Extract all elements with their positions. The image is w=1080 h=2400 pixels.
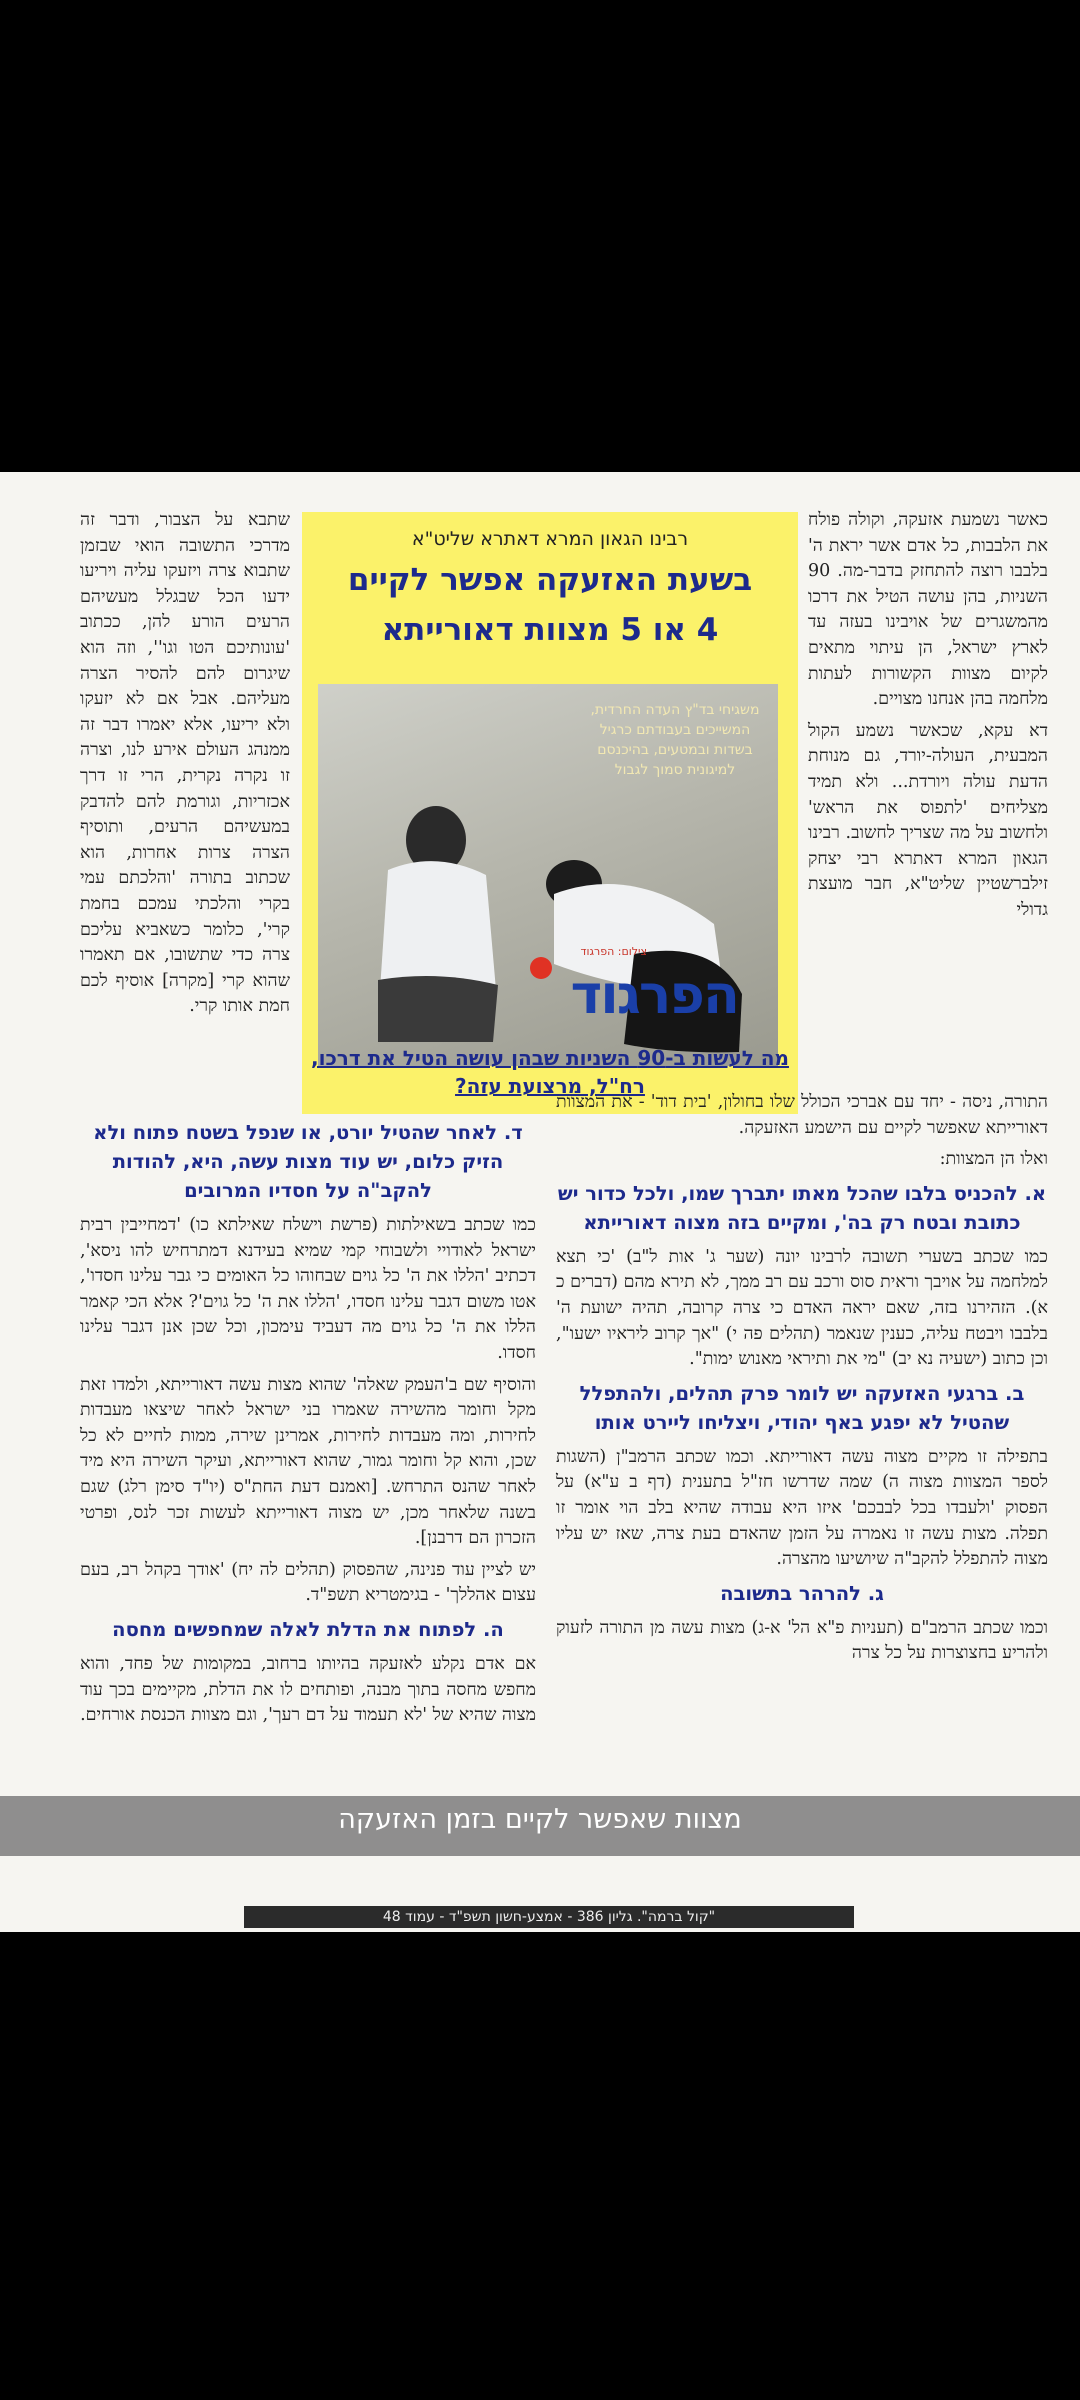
- left-column: [80, 508, 290, 1026]
- lower-right-column: [556, 1090, 1048, 1673]
- photo-caption: מה לעשות ב-90 השניות שבהן עושה הטיל את דרכו, רח"ל, מרצועת עזה?: [311, 1046, 789, 1098]
- paragraph: שתבא על הצבור, ודבר זה מדרכי התשובה הואי שבזמן שתבוא צרה ויזעקו עליה ויריעו ידעו הכל שבגלל מעשיהם הרעים הורע להן, ככתוב 'עונותיכם הטו וגו'', וזה הוא שיגרום להם להסיר הצרה מעליהם. אבל אם לא יזעקו ולא יריעו, אלא יאמרו דבר זה ממנהג העולם אירע לנו, וצרה זו נקרה נקרית, הרי זו דרך אכזריות, וגורמת להם להדבק במעשיהם הרעים, ותוסיף הצרה צרות אחרות, הוא שכתוב בתורה 'והלכתם עמי בקרי והלכתי עמכם בחמת קרי', כלומר כשאביא עליכם צרה כדי שתשובו, אם תאמרו שהוא קרי [מקרה] אוסיף לכם חמת אותו קרי.: [80, 510, 290, 1017]
- overlay-caption-text: מצוות שאפשר לקיים בזמן האזעקה: [338, 1804, 742, 1835]
- section-heading-c: ג. להרהר בתשובה: [720, 1581, 884, 1605]
- headline-line1: בשעת האזעקה אפשר לקיים: [347, 562, 753, 598]
- headline-line2: 4 או 5 מצוות דאורייתא: [381, 612, 719, 648]
- paragraph: והוסיף שם ב'העמק שאלה' שהוא מצות עשה דאורייתא, ולמדו זאת מקל וחומר מהשירה שאמרו בני ישראל לאחר שיצאו מעבדות לחירות, ומה מעבדות לחירות, אמרינן שירה, ממות לחיים לא כל שכן, והוא קל וחומר גמור, שהוא דאורייתא, ועיקר השירה היא מיד לאחר שהנס התרחש. [ואמנם דעת החת"ס (יו"ד סימן רלג) שגם בשנה שלאחר מכן, יש מצוה דאורייתא לעשות זכר לנס, ופרטי הזכרון הם דרבנן].: [80, 1374, 536, 1549]
- paragraph: אם אדם נקלע לאזעקה בהיותו ברחוב, במקומות של פחד, והוא מחפש מחסה בתוך מבנה, ופותחים לו את הדלת, מקיימים בכך עוד מצוה שהיא של 'לא תעמוד על דם רעך', וגם מצוות הכנסת אורחים.: [80, 1653, 536, 1726]
- page-footer: "קול ברמה". גליון 386 - אמצע-חשון תשפ"ד - עמוד 48: [244, 1906, 854, 1928]
- paragraph: כמו שכתב בשערי תשובה לרבינו יונה (שער ג' אות ל"ב) 'כי תצא למלחמה על אויבך וראית סוס ורכב עם רב ממך, לא תירא מהם (דברים כ א). הזהירנו בזה, שאם יראה האדם כי צרה קרובה, תהיה ישועת ה' בלבבו ויבטח עליה, כענין שנאמר (תהלים פה י) "אך קרוב ליראיו ישעו", וכן כתוב (ישעיה נא יב) "מי את ותיראי מאנוש ימות".: [556, 1246, 1048, 1370]
- section-heading-e: ה. לפתוח את הדלת לאלה שמחפשים מחסה: [112, 1617, 504, 1641]
- paragraph: כמו שכתב בשאילתות (פרשת וישלח שאילתא כו) 'דמחייבין רבית ישראל לאודויי ולשבוחי קמי שמיא בעידנא דמתרחיש להו ניסא', דכתיב 'הללו את ה' כל גוים שבחוהו כל האומים כי גבר עלינו חסדו', אטו משום דגבר עלינו חסדו, 'הללו את ה' כל גוים'? אלא הכי קאמר הללו את ה' כל גוים מה דעביד עימכון, וכל שכן אנן דגבר עלינו חסדו.: [80, 1215, 536, 1363]
- right-column: [808, 508, 1048, 930]
- paragraph: יש לציין עוד פנינה, שהפסוק (תהלים לה יח) 'אודך בקהל רב, בעם עצום אהללך' - בגימטריא תשפ"ד.: [80, 1559, 536, 1606]
- photo-note: משגיחי בד"ץ העדה החרדית, המשייכים בעבודתם כרגיל בשדות ובמטעים, בהיכנסם למיגונית סמוך לגבול: [590, 702, 760, 778]
- paragraph: וכמו שכתב הרמב"ם (תעניות פ"א הל' א-ג) מצות עשה מן התורה לזעוק ולהריע בחצוצרות על כל צרה: [556, 1617, 1048, 1664]
- newspaper-page: [0, 472, 1080, 1932]
- logo-dot-icon: [530, 957, 552, 979]
- list-intro: ואלו הן המצוות:: [939, 1149, 1048, 1170]
- crouching-man-figure: [358, 780, 508, 1050]
- lower-left-column: [80, 1112, 536, 1735]
- paragraph: בתפילה זו מקיים מצוה עשה דאורייתא. וכמו שכתב הרמב"ן (השגות לספר המצוות מצוה ה) שמה שדרשו חז"ל בתענית (דף ב ע"א) על הפסוק 'ולעבדו בכל לבבכם' איזו היא עבודה שהיא בלב הוי אומר זו תפלה. מצות עשה זו נאמרה על הזמן שהאדם בעת צרה, שאז יש עליו מצוה להתפלל להקב"ה שיושיעו מהצרה.: [556, 1446, 1048, 1570]
- section-heading-a: א. להכניס בלבו שהכל מאתו יתברך שמו, ולכל כדור יש כתובת ובטח רק בה', ומקיים בזה מצוה דאורייתא: [557, 1181, 1047, 1234]
- logo-tagline: צילום: הפרגוד: [580, 945, 647, 958]
- logo-text: הפרגוד: [570, 963, 738, 1026]
- paragraph: כאשר נשמעת אזעקה, וקולה פולח את הלבבות, כל אדם אשר יראת ה' בלבבו רוצה להתחזק בדבר-מה. 90 השניות, בהן עושה הטיל את דרכו מהמשגרים של אויבינו בעזה עד לארץ ישראל, הן עיתוי מתאים לקיום מצוות הקשורות לעתות מלחמה בהן אנחנו מצויים.: [808, 510, 1048, 710]
- paragraph: התורה, ניסה - יחד עם אברכי הכולל שלו בחולון, 'בית דוד' - את המצוות דאורייתא שאפשר לקיים עם הישמע האזעקה.: [556, 1092, 1048, 1138]
- paragraph: דא עקא, שכאשר נשמע הקול המבעית, העולה-יורד, גם מנוחת הדעת עולה ויורדת... ולא תמיד מצליחים 'לתפוס את הראש' ולחשוב על מה שצריך לחשוב. רבינו הגאון המרא דאתרא רבי יצחק זילברשטיין שליט"א, חבר מועצת גדולי: [808, 720, 1048, 920]
- section-heading-d: ד. לאחר שהטיל יורט, או שנפל בשטח פתוח ולא הזיק כלום, יש עוד מצות עשה, היא, להודות להקב"ה על חסדיו המרובים: [93, 1121, 523, 1202]
- shelter-photo: [318, 684, 778, 1066]
- feature-box: [302, 512, 798, 1114]
- publication-logo: [570, 945, 738, 1026]
- byline: רבינו הגאון המרא דאתרא שליט"א: [411, 528, 689, 550]
- section-heading-b: ב. ברגעי האזעקה יש לומר פרק תהלים, ולהתפלל שהטיל לא יפגע באף יהודי, ויצליחו ליירט אותו: [579, 1381, 1025, 1434]
